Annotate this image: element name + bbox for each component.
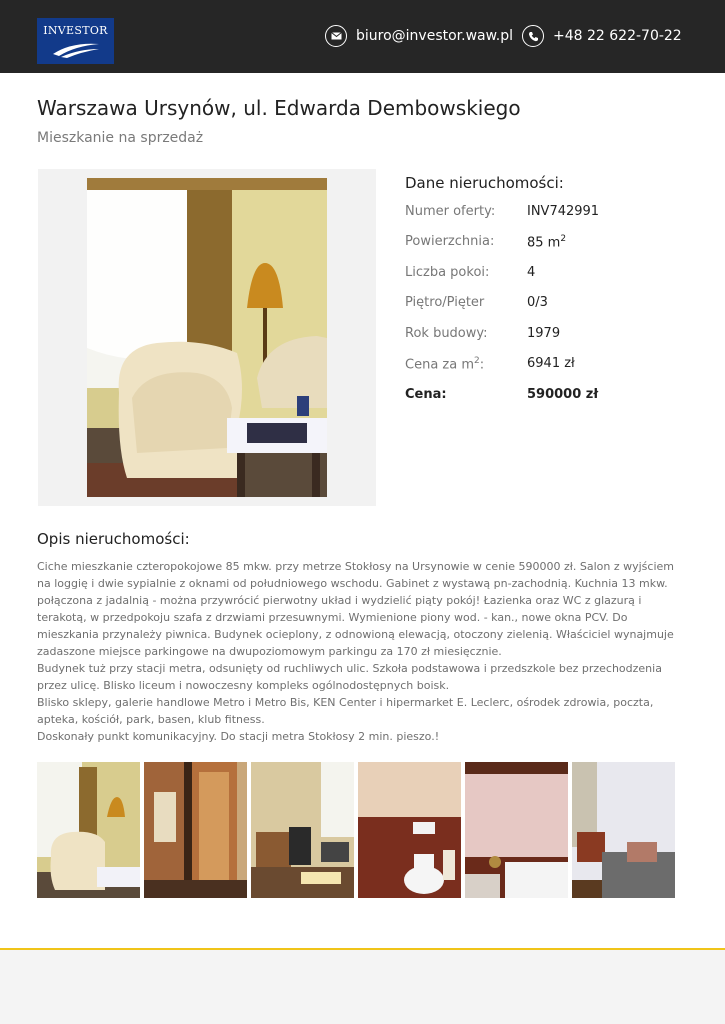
price-per-meter-label-text: Cena za m (405, 357, 474, 373)
description-text (37, 558, 682, 745)
offer-number-value: INV742991 (527, 204, 600, 219)
logo-swoosh-icon (51, 40, 101, 58)
description-paragraph: Blisko sklepy, galerie handlowe Metro i Metro Bis, KEN Center i hipermarket E. Leclerc, ośrodek zdrowia, poczta, apteka, kościół, park, basen, klub fitness. (37, 696, 654, 726)
floor-label: Piętro/Pięter (405, 295, 485, 310)
email-contact[interactable] (325, 25, 513, 47)
gallery-thumb-hallway[interactable] (144, 762, 247, 898)
description-heading: Opis nieruchomości: (37, 530, 190, 548)
top-bar (0, 0, 725, 73)
gallery-thumb-bedroom[interactable] (572, 762, 675, 898)
footer (0, 950, 725, 1024)
price-per-meter-colon: : (479, 357, 485, 373)
investor-logo[interactable] (37, 18, 114, 64)
area-label: Powierzchnia: (405, 234, 495, 249)
rooms-label: Liczba pokoi: (405, 265, 490, 280)
price-value: 590000 zł (527, 387, 599, 402)
main-photo-panel (38, 169, 376, 506)
gallery-thumb-wc[interactable] (358, 762, 461, 898)
floor-value: 0/3 (527, 295, 548, 310)
price-per-meter-sup: 2 (474, 356, 480, 366)
rooms-value: 4 (527, 265, 536, 280)
price-label: Cena: (405, 387, 447, 402)
phone-link[interactable]: +48 22 622-70-22 (553, 28, 682, 44)
envelope-icon (325, 25, 347, 47)
main-photo[interactable] (87, 178, 327, 497)
logo-text: INVESTOR (43, 24, 108, 37)
listing-subtitle: Mieszkanie na sprzedaż (37, 130, 204, 146)
gallery-thumb-study[interactable] (251, 762, 354, 898)
phone-contact[interactable] (522, 25, 682, 47)
description-paragraph: Ciche mieszkanie czteropokojowe 85 mkw. przy metrze Stokłosy na Ursynowie w cenie 590000 zł. Salon z wyjściem na loggię i dwie sypialnie z oknami od południowego wschodu. Gabinet z wystawą pn-zachodnią. Kuchnia 13 mkw. połączona z jadalnią - można przywrócić pierwotny układ i wydzielić piąty pokój! Łazienka oraz WC z glazurą i terakotą, w przedpokoju szafa z drzwiami przesuwnymi. Wymienione piony wod. - kan., nowe okna PCV. Do mieszkania przynależy piwnica. Budynek ocieplony, z odnowioną elewacją, otoczony zielenią. Właściciel wynajmuje zadaszone miejsce parkingowe na dwupoziomowym parkingu za 170 zł miesięcznie. (37, 560, 674, 658)
listing-title: Warszawa Ursynów, ul. Edwarda Dembowskiego (37, 96, 521, 120)
description-paragraph: Doskonały punkt komunikacyjny. Do stacji metra Stokłosy 2 min. pieszo.! (37, 730, 440, 743)
year-value: 1979 (527, 326, 561, 341)
gallery-thumb-living-room[interactable] (37, 762, 140, 898)
price-per-meter-label (405, 356, 484, 372)
phone-icon (522, 25, 544, 47)
year-label: Rok budowy: (405, 326, 488, 341)
email-link[interactable]: biuro@investor.waw.pl (356, 28, 514, 44)
area-unit-sup: 2 (560, 234, 567, 244)
gallery-thumb-bathroom[interactable] (465, 762, 568, 898)
description-paragraph: Budynek tuż przy stacji metra, odsunięty od ruchliwych ulic. Szkoła podstawowa i przedszkole bez przechodzenia przez ulicę. Blisko liceum i nowoczesny kompleks ogólnodostępnych boisk. (37, 662, 662, 692)
area-value-text: 85 m (527, 235, 561, 251)
offer-number-label: Numer oferty: (405, 204, 496, 219)
details-heading: Dane nieruchomości: (405, 174, 564, 192)
area-value (527, 234, 566, 250)
price-per-meter-value: 6941 zł (527, 356, 575, 371)
